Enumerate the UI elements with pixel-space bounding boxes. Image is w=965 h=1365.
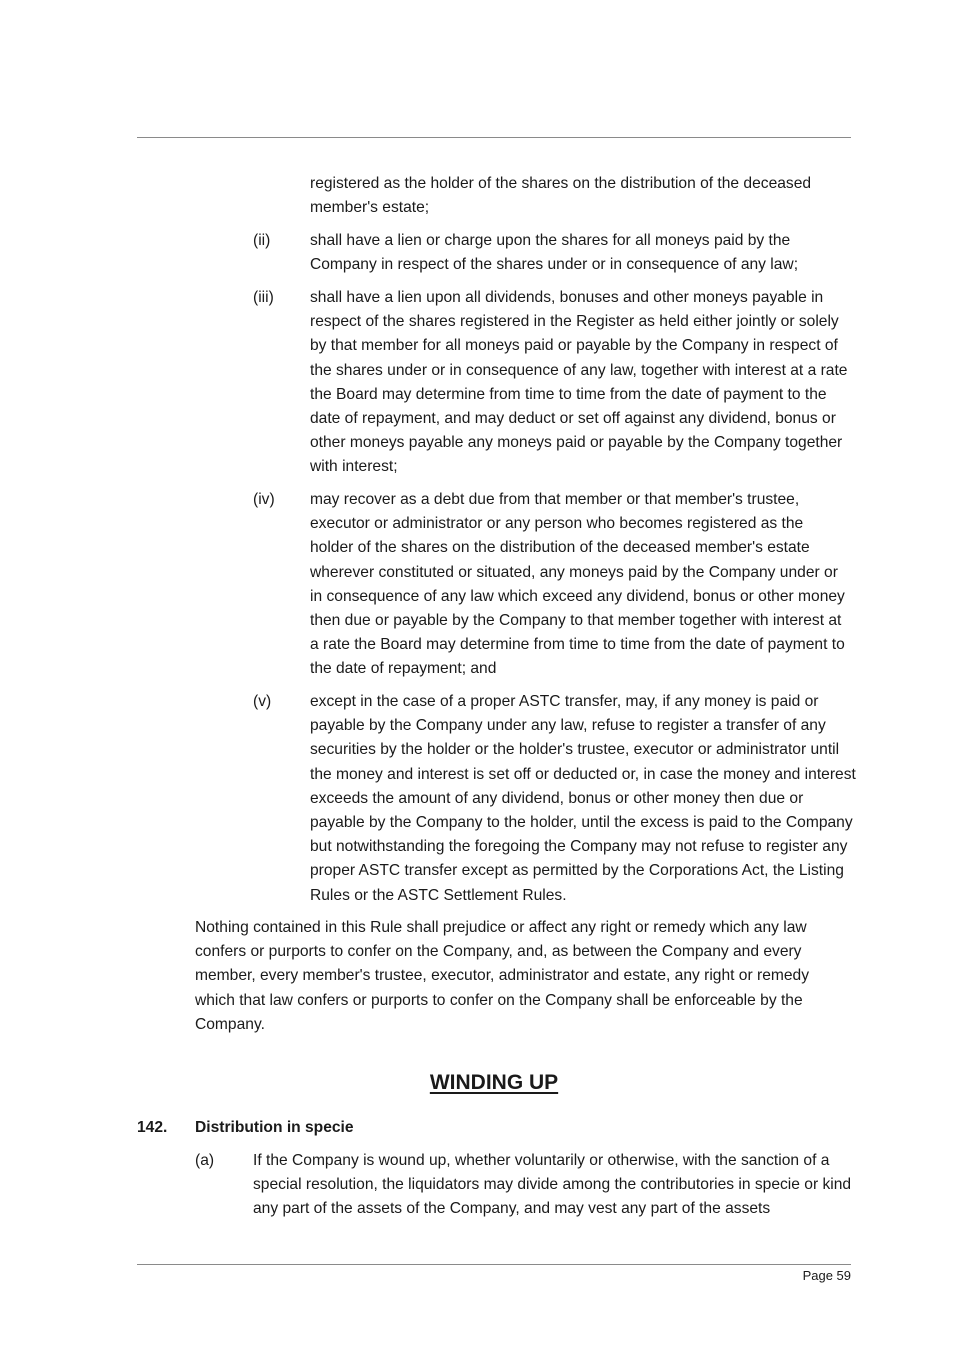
item-label-ii: (ii): [253, 232, 271, 249]
closing-paragraph: Nothing contained in this Rule shall prejudice or affect any right or remedy which any law confers or purports to confer on the Company, and, as between the Company and every member, every member's trustee, executor, administrator and estate, any right or remedy which that law confers or purports to confer on the Company shall be enforceable by the Company.: [195, 919, 809, 1033]
page-number: Page 59: [802, 1268, 851, 1283]
item-label-iii: (iii): [253, 289, 274, 306]
section-title: Distribution in specie: [195, 1119, 354, 1136]
item-text-v: except in the case of a proper ASTC transfer, may, if any money is paid or payable by the Company under any law, refuse to register a transfer of any securities by the holder or the holder's trustee, executor or administrator until the money and interest is set off or deducted or, in case the money and interest exceeds the amount of any dividend, bonus or other money then due or payable by the Company to the holder, until the excess is paid to the Company but notwithstanding the foregoing the Company may not refuse to register any proper ASTC transfer except as permitted by the Corporations Act, the Listing Rules or the ASTC Settlement Rules.: [310, 693, 856, 904]
section-heading: WINDING UP: [429, 1071, 559, 1094]
header-rule: [137, 137, 851, 138]
item-text-ii: shall have a lien or charge upon the shares for all moneys paid by the Company in respect of the shares under or in consequence of any law;: [310, 232, 799, 274]
item-label-iv: (iv): [253, 491, 275, 508]
subitem-label-a: (a): [195, 1152, 215, 1169]
item-label-v: (v): [253, 693, 272, 710]
item-text-iv: may recover as a debt due from that member or that member's trustee, executor or administrator or any person who becomes registered as the holder of the shares on the distribution of the deceased member's estate wherever constituted or situated, any moneys paid by the Company under or in consequence of any law which exceed any dividend, bonus or other money then due or payable by the Company to that member together with interest at a rate the Board may determine from time to time from the date of payment to the date of repayment; and: [310, 491, 845, 678]
subitem-text-a: If the Company is wound up, whether voluntarily or otherwise, with the sanction of a special resolution, the liquidators may divide among the contributories in specie or kind any part of the assets of the Company, and may vest any part of the assets: [253, 1152, 852, 1218]
continuation-text: registered as the holder of the shares on the distribution of the deceased member's estate;: [310, 175, 812, 217]
section-number: 142.: [137, 1119, 168, 1136]
item-text-iii: shall have a lien upon all dividends, bonuses and other moneys payable in respect of the shares registered in the Register as held either jointly or solely by that member for all moneys paid or payable by the Company in respect of the shares under or in consequence of any law, together with interest at a rate the Board may determine from time to time from the date of payment to the date of repayment, and may deduct or set off against any dividend, bonus or other moneys payable any moneys paid or payable by the Company together with interest;: [310, 289, 848, 476]
footer-rule: [137, 1264, 851, 1265]
